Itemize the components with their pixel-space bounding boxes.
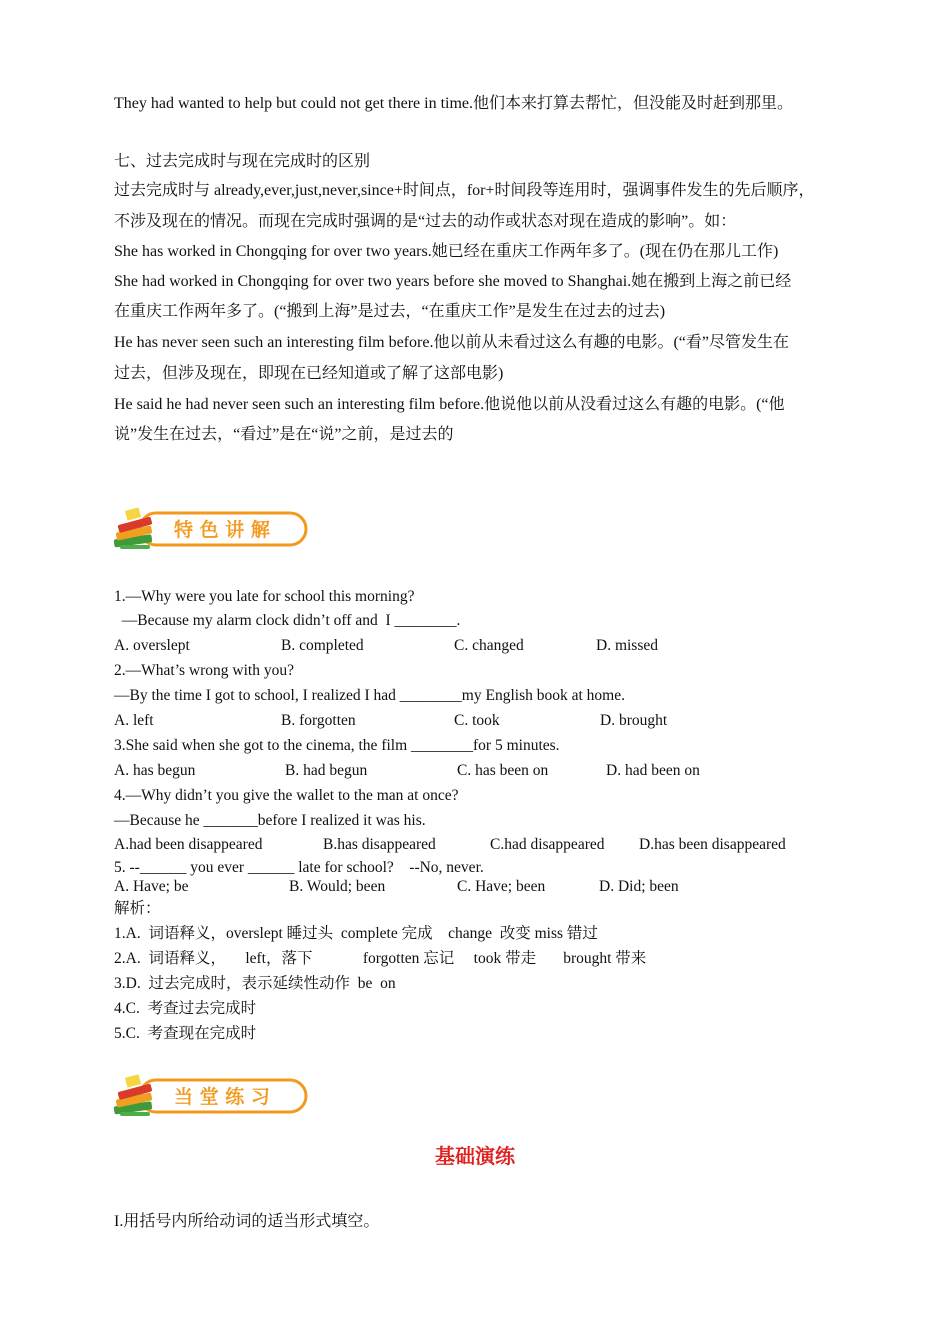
paragraph-line: 说”发生在过去，“看过”是在“说”之前，是过去的 (114, 426, 454, 443)
question-3-option: B. had begun (285, 762, 368, 779)
example-sentence: She had worked in Chongqing for over two years before she moved to Shanghai.她在搬到上海之前已经 (114, 273, 792, 290)
answer-line: 1.A. 词语释义，overslept 睡过头 complete 完成 change 改变 miss 错过 (114, 925, 598, 942)
question-3-prompt: 3.She said when she got to the cinema, the film ________for 5 minutes. (114, 737, 560, 754)
question-1-reply: —Because my alarm clock didn’t off and I ________. (114, 612, 461, 629)
question-5-option: C. Have; been (457, 878, 546, 895)
question-3-option: D. had been on (606, 762, 700, 779)
section-heading: 七、过去完成时与现在完成时的区别 (114, 153, 371, 170)
question-2-option: B. forgotten (281, 712, 356, 729)
question-5-prompt: 5. --______ you ever ______ late for school? --No, never. (114, 859, 484, 876)
question-4-option: C.had disappeared (490, 836, 605, 853)
question-1-option: C. changed (454, 637, 524, 654)
answer-line: 3.D. 过去完成时，表示延续性动作 be on (114, 975, 396, 992)
paragraph-line: 不涉及现在的情况。而现在完成时强调的是“过去的动作或状态对现在造成的影响”。如： (114, 213, 737, 230)
feature-explanation-badge (112, 505, 312, 555)
paragraph-line: 过去完成时与 already,ever,just,never,since+时间点，for+时间段等连用时，强调事件发生的先后顺序， (114, 182, 815, 199)
question-4-reply: —Because he _______before I realized it was his. (114, 812, 426, 829)
question-2-option: A. left (114, 712, 154, 729)
practice-title: 基础演练 (435, 1144, 515, 1168)
question-4-option: A.had been disappeared (114, 836, 263, 853)
question-4-prompt: 4.—Why didn’t you give the wallet to the man at once? (114, 787, 459, 804)
example-sentence: He said he had never seen such an interesting film before.他说他以前从没看过这么有趣的电影。(“他 (114, 396, 785, 413)
question-5-option: D. Did; been (599, 878, 679, 895)
answer-line: 5.C. 考查现在完成时 (114, 1025, 257, 1042)
paragraph-line: 过去，但涉及现在，即现在已经知道或了解了这部电影) (114, 365, 504, 382)
question-3-option: C. has been on (457, 762, 549, 779)
badge-label: 当 堂 练 习 (174, 1086, 270, 1108)
paragraph-line: 在重庆工作两年多了。(“搬到上海”是过去，“在重庆工作”是发生在过去的过去) (114, 303, 666, 320)
question-5-option: B. Would; been (289, 878, 386, 895)
example-sentence: He has never seen such an interesting film before.他以前从未看过这么有趣的电影。(“看”尽管发生在 (114, 334, 789, 351)
class-practice-badge (112, 1072, 312, 1122)
question-4-option: B.has disappeared (323, 836, 436, 853)
question-2-reply: —By the time I got to school, I realized I had ________my English book at home. (114, 687, 625, 704)
answer-line: 2.A. 词语释义， left，落下 forgotten 忘记 took 带走 brought 带来 (114, 950, 647, 967)
question-3-option: A. has begun (114, 762, 196, 779)
question-5-option: A. Have; be (114, 878, 189, 895)
question-1-option: D. missed (596, 637, 658, 654)
question-2-option: C. took (454, 712, 500, 729)
example-sentence: She has worked in Chongqing for over two years.她已经在重庆工作两年多了。(现在仍在那儿工作) (114, 243, 779, 260)
question-1-prompt: 1.—Why were you late for school this morning? (114, 588, 415, 605)
example-sentence: They had wanted to help but could not get there in time.他们本来打算去帮忙，但没能及时赶到那里。 (114, 95, 794, 112)
answer-line: 4.C. 考查过去完成时 (114, 1000, 257, 1017)
badge-label: 特 色 讲 解 (174, 519, 270, 541)
question-4-option: D.has been disappeared (639, 836, 786, 853)
practice-instruction: I.用括号内所给动词的适当形式填空。 (114, 1213, 380, 1230)
question-2-prompt: 2.—What’s wrong with you? (114, 662, 294, 679)
question-2-option: D. brought (600, 712, 668, 729)
question-1-option: A. overslept (114, 637, 190, 654)
answers-heading: 解析： (114, 900, 161, 917)
question-1-option: B. completed (281, 637, 364, 654)
